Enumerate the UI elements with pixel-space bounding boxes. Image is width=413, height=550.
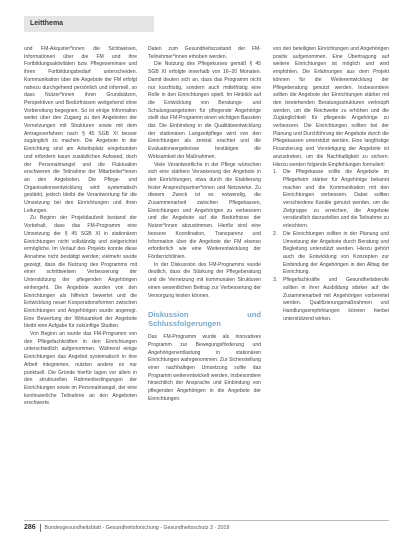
paragraph: In der Diskussion des FM-Programms wurde deutlich, dass die Stärkung der Pflegeberatung und die Vernetzung mit kommunalen Strukturen einen wesentlichen Beitrag zur Verbesserung der Versorgung leisten können.	[148, 261, 261, 299]
paragraph: Die Nutzung des Pflegekurses gemäß § 45 SGB XI erfolgte innerhalb von 16–20 Monaten. Damit deuten sich an, dass das Programm nicht nur kurzfristig, sondern auch mittelfristig eine Rolle in den Einrichtungen spielt. Im Hinblick auf die Entwicklung von Beratungs- und Schulungsangeboten für pflegende Angehörige stellt das FM-Programm einen wichtigen Baustein dar. Die Einbindung in die Qualitätsentwicklung der stationären Langzeitpflege wird von den Einrichtungen als zentral erachtet und die Evaluationsergebnisse bestätigen die Wirksamkeit der Maßnahmen.	[148, 61, 261, 160]
page-number: 286	[24, 524, 36, 531]
journal-citation: Bundesgesundheitsblatt - Gesundheitsforschung - Gesundheitsschutz 3 · 2019	[44, 525, 230, 531]
paragraph: Viele Verantwortliche in der Pflege wünschen sich eine stärkere Verankerung der Angebote in den Einrichtungen, etwa durch die Etablierung fester Ansprechpartner*innen und Netzwerke. Zu diesem Zweck ist es notwendig, die Zusammenarbeit zwischen Pflegekassen, Einrichtungen und Angehörigen zu verbessern und die Angebote auf die Bedürfnisse der Nutzer*innen abzustimmen. Hierfür sind eine bessere Koordination, Transparenz und Information über die Angebote der FM ebenso erforderlich wie eine Weiterentwicklung der Förderrichtlinien.	[148, 161, 261, 260]
text-column-3	[273, 46, 389, 508]
footer-divider	[24, 520, 389, 521]
page-footer	[24, 522, 229, 534]
list-item	[273, 231, 389, 277]
list-item	[273, 277, 389, 323]
paragraph: von den beteiligten Einrichtungen und Angehörigen positiv aufgenommen. Eine Übertragung auf weitere Einrichtungen ist möglich und wird empfohlen. Die Erfahrungen aus dem Projekt können für die Weiterentwicklung der Pflegeberatung genutzt werden. Insbesondere sollten die Angebote der Einrichtungen stärker mit den bestehenden Beratungsstrukturen verknüpft werden, um die Reichweite zu erhöhen und die Zugänglichkeit für pflegende Angehörige zu verbessern. Die Einrichtungen sollten bei der Planung und Durchführung der Angebote durch die Pflegekassen unterstützt werden. Eine langfristige Finanzierung und Verstetigung der Angebote ist anzustreben, um die Nachhaltigkeit zu sichern. Hierzu werden folgende Empfehlungen formuliert:	[273, 46, 389, 168]
paragraph: und FM-Akquirier*innen die Sichtweisen, Informationen über die FM und ihre Fortbildungsaktivitäten bzw. Pflegeseminare und ihren Fortbildungsbedarf unterscheiden. Kommunikation über die Angebote der FM erfolgt nahezu durchgehend persönlich und informell, so dass Nutzer*innen ihren Grundsätzen, Perspektiven und Bedürfnissen weitgehend ohne Vorbereitung begegnen. So ist einige Information weiter über den Zugang zu den Angeboten der Vernetzungen mit Strukturen sowie mit dem Antragsverfahren nach § 45 SGB XI besser zugänglich zu machen. Die Angebote in der Einrichtung sind am Arbeitsplatz eingebunden und erfordern kaum zusätzlichen Aufwand, doch der Personalmangel und die Fluktuation erschweren die Teilnahme der Mitarbeiter*innen an den Angeboten. Die Pflege- und Organisationsentwicklung wird systematisch gestärkt, jedoch bleibt die Verantwortung für die Umsetzung bei den Einrichtungen und ihren Leitungen.	[24, 46, 137, 214]
list-number: 3.	[273, 277, 278, 284]
list-number: 1.	[273, 169, 278, 176]
footer-separator	[40, 524, 41, 532]
paragraph: Daten zum Gesundheitszustand der FM-Teilnehmer*innen erhoben werden.	[148, 46, 261, 60]
list-item	[273, 169, 389, 231]
section-label: Leitthema	[24, 16, 154, 32]
text-column-2	[148, 46, 261, 508]
list-text: Pflegefachkräfte und Gesundheitsberufe sollten in ihrer Ausbildung stärker auf die Zusammenarbeit mit Angehörigen vorbereitet werden. Qualifizierungsmaßnahmen und Handlungsempfehlungen können hierbei unterstützend wirken.	[283, 277, 389, 322]
list-text: Die Einrichtungen sollten in der Planung und Umsetzung der Angebote durch Beratung und Begleitung unterstützt werden. Hierzu gehört auch die Entwicklung von Konzepten zur Einbindung der Angehörigen in den Alltag der Einrichtung.	[283, 230, 389, 276]
section-heading: Diskussion und Schlussfolgerungen	[148, 310, 261, 329]
list-number: 2.	[273, 230, 278, 237]
paragraph: Zu Beginn der Projektlaufzeit bestand der Vorbehalt, dass das FM-Programm eine Umsetzung der § 45 SGB XI in stationären Einrichtungen nicht vollständig und zielgerichtet ermögliche. Im Verlauf des Projekts konnte diese Annahme nicht bestätigt werden; vielmehr wurde gezeigt, dass die Nutzung des Programms mit einer schrittweisen Verbesserung der Unterstützung der pflegenden Angehörigen einhergeht. Die Angebote wurden von den Einrichtungen als hilfreich bewertet und die Entwicklung neuer Kooperationsformen zwischen Einrichtungen und Angehörigen wurde angeregt. Eine Bewertung der Wirksamkeit der Angebote bleibt eine Aufgabe für zukünftige Studien.	[24, 215, 137, 330]
paragraph: Das FM-Programm wurde als innovatives Programm zur Bewegungsförderung und Angehörigenentlastung in stationären Einrichtungen wahrgenommen. Zur Sicherstellung einer nachhaltigen Umsetzung sollte das Programm weiterentwickelt werden, insbesondere hinsichtlich der Ansprache und Einbindung von pflegenden Angehörigen in die Angebote der Einrichtungen.	[148, 334, 261, 402]
recommendation-list	[273, 169, 389, 323]
list-text: Die Pflegekasse sollte die Angebote im Pflegeheim stärker für Angehörige bekannt machen und die Kommunikation mit den Einrichtungen verbessern. Dabei sollten verschiedene Kanäle genutzt werden, um die Zielgruppe zu erreichen, die Angebote verständlich darzustellen und die Teilnahme zu erleichtern.	[283, 169, 389, 230]
text-column-1	[24, 46, 137, 508]
paragraph: Von Beginn an wurde das FM-Programm von den Pflegefachkräften in den Einrichtungen unterschiedlich aufgenommen. Während einige Einrichtungen das Angebot systematisch in ihre Arbeit integrierten, nutzten andere es nur punktuell. Die Gründe hierfür lagen vor allem in den strukturellen Rahmenbedingungen der Einrichtungen sowie im Personalmangel, der eine kontinuierliche Teilnahme an den Angeboten erschwerte.	[24, 331, 137, 407]
